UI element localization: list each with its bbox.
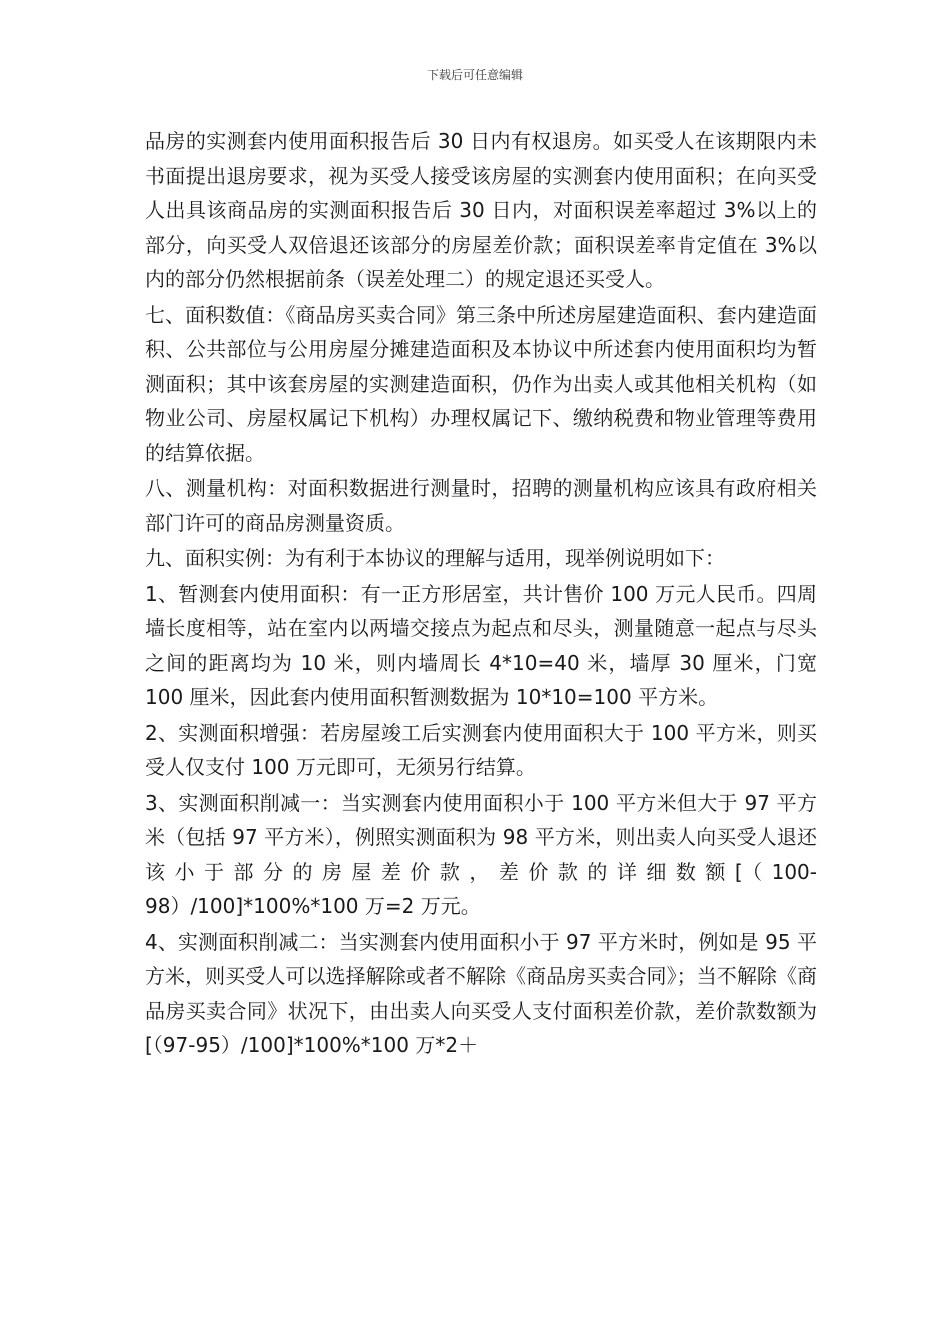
paragraph-area-values: 七、面积数值：《商品房买卖合同》第三条中所述房屋建造面积、套内建造面积、公共部位与公用房屋分摊建造面积及本协议中所述套内使用面积均为暂测面积；其中该套房屋的实测建造面积，仍作为出卖人或其他相关机构（如物业公司、房屋权属记下机构）办理权属记下、缴纳税费和物业管理等费用的结算依据。 [145, 302, 817, 465]
paragraph-example-3: 3、实测面积削减一：当实测套内使用面积小于 100 平方米但大于 97 平方米（包括 97 平方米），例照实测面积为 98 平方米，则出卖人向买受人退还该小于部分的房屋差价款，差价款的详细数额[（100-98）/100]*100%*100 万=2 万元。 [145, 790, 817, 918]
paragraph-example-2: 2、实测面积增强：若房屋竣工后实测套内使用面积大于 100 平方米，则买受人仅支付 100 万元即可，无须另行结算。 [145, 720, 817, 779]
page-header: 下载后可任意编辑 [426, 68, 523, 82]
paragraph-example-4: 4、实测面积削减二：当实测套内使用面积小于 97 平方米时，例如是 95 平方米，则买受人可以选择解除或者不解除《商品房买卖合同》；当不解除《商品房买卖合同》状况下，由出卖人向买受人支付面积差价款，差价款数额为[（97-95）/100]*100%*100 万*2＋ [145, 929, 817, 1057]
document-body [145, 124, 817, 1063]
paragraph-example-1: 1、暂测套内使用面积：有一正方形居室，共计售价 100 万元人民币。四周墙长度相等，站在室内以两墙交接点为起点和尽头，测量随意一起点与尽头之间的距离均为 10 米，则内墙周长 4*10=40 米，墙厚 30 厘米，门宽 100 厘米，因此套内使用面积暂测数据为 10*10=100 平方米。 [145, 581, 817, 709]
paragraph-survey-agency: 八、测量机构：对面积数据进行测量时，招聘的测量机构应该具有政府相关部门许可的商品房测量资质。 [145, 476, 817, 535]
paragraph-area-examples-intro: 九、面积实例：为有利于本协议的理解与适用，现举例说明如下： [145, 546, 725, 570]
paragraph-refund-rules: 品房的实测套内使用面积报告后 30 日内有权退房。如买受人在该期限内未书面提出退房要求，视为买受人接受该房屋的实测套内使用面积；在向买受人出具该商品房的实测面积报告后 30 日内，对面积误差率超过 3%以上的部分，向买受人双倍退还该部分的房屋差价款；面积误差率肯定值在 3%以内的部分仍然根据前条（误差处理二）的规定退还买受人。 [145, 129, 817, 291]
